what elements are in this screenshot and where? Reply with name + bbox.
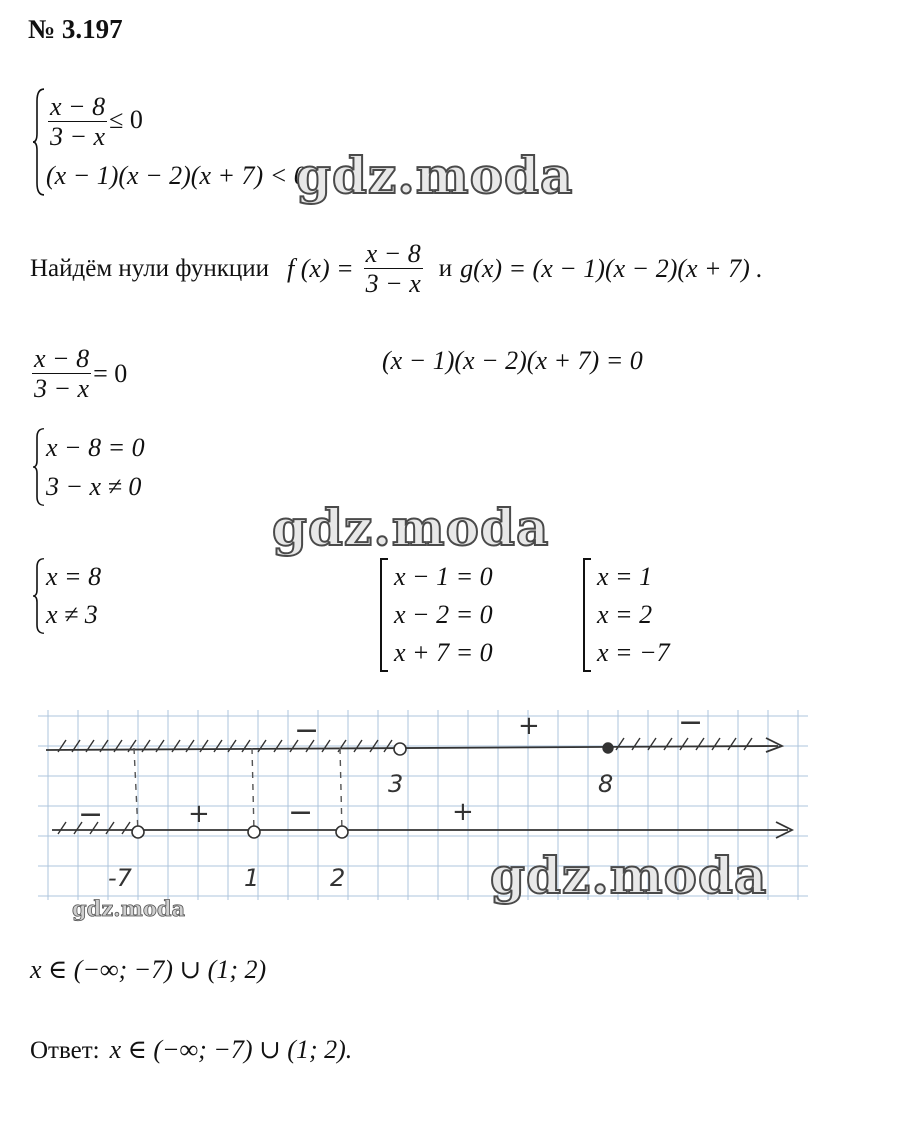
upper-sign-minus-right: − [678,705,704,740]
left-system-line-2: 3 − x ≠ 0 [46,471,142,501]
lower-sign-plus-right: + [452,797,474,827]
right-set-1-line-3: x + 7 = 0 [394,638,493,667]
open-point-3 [394,743,406,755]
left-system-line-1: x − 8 = 0 [46,432,145,462]
curly-brace-icon [32,558,46,634]
open-point-1 [248,826,260,838]
watermark: gdz.moda [490,846,768,905]
left-solution-line-1: x = 8 [46,562,102,591]
square-bracket-icon [380,558,388,672]
left-equation: $\frac{x - 8}{3 - x}$ = 0 [34,344,128,404]
right-set-2 [583,558,670,672]
curly-brace-icon [32,428,46,506]
right-set-1 [380,558,493,672]
inequality-system [32,88,307,196]
square-bracket-icon [583,558,591,672]
system-line-2: (x − 1)(x − 2)(x + 7) < 0 [46,160,307,190]
answer [30,1035,352,1065]
upper-sign-minus: − [294,713,320,748]
point-label-8: 8 [598,770,614,798]
left-solution-line-2: x ≠ 3 [46,600,98,629]
point-label-1: 1 [244,864,260,892]
point-label-neg7: -7 [108,864,132,892]
right-set-2-line-1: x = 1 [597,562,653,591]
watermark-small: gdz.moda [72,896,186,921]
curly-brace-icon [32,88,46,196]
closed-point-8 [603,743,613,753]
open-point-2 [336,826,348,838]
left-system [32,428,145,506]
watermark: gdz.moda [272,498,550,557]
solution-set: x ∈ (−∞; −7) ∪ (1; 2) [30,955,267,984]
right-set-2-line-2: x = 2 [597,600,653,629]
answer-value: x ∈ (−∞; −7) ∪ (1; 2). [109,1035,353,1064]
point-label-3: 3 [388,770,404,798]
right-equation: (x − 1)(x − 2)(x + 7) = 0 [382,346,643,375]
lower-sign-plus: + [188,799,210,829]
problem-number: № 3.197 [28,14,123,44]
left-solution [32,558,101,634]
upper-sign-plus: + [518,711,540,741]
system-line-1: $\frac{x - 8}{3 - x}$ ≤ 0 [50,92,143,152]
lower-sign-minus: − [288,795,314,830]
answer-label: Ответ: [30,1037,100,1064]
right-set-1-line-1: x − 1 = 0 [394,562,493,591]
lower-sign-minus-left: − [78,797,104,832]
open-point-neg7 [132,826,144,838]
point-label-2: 2 [330,864,346,892]
zeros-sentence: Найдём нули функции f (x) = $\frac{x - 8}{3 - x}$ и g(x) = (x − 1)(x − 2)(x + 7) . [30,239,763,299]
watermark: gdz.moda [296,146,574,205]
right-set-2-line-3: x = −7 [597,638,670,667]
right-set-1-line-2: x − 2 = 0 [394,600,493,629]
upper-axis [46,738,782,752]
